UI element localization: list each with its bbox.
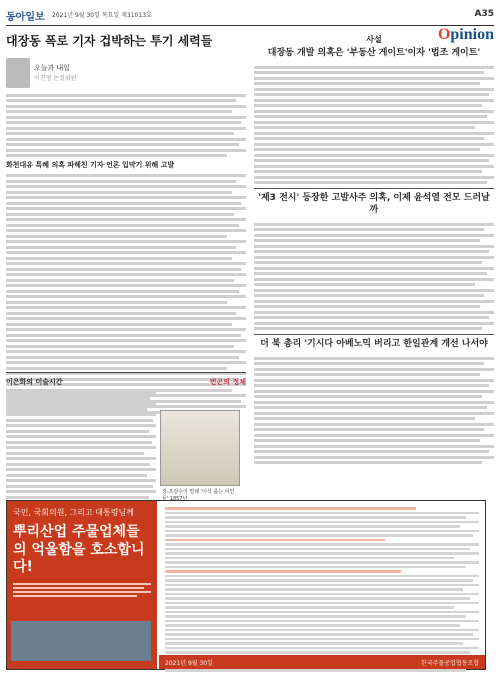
art-column-title: 이은화의 미술시간: [6, 378, 63, 386]
author-photo: [6, 58, 30, 88]
editorial-body-1: [254, 66, 494, 185]
ad-text-panel: [159, 501, 485, 669]
paper-name: 동아일보: [6, 12, 45, 23]
left-column: [6, 34, 246, 416]
editorial-body-3: [254, 357, 494, 465]
author-column-name: 오늘과 내일: [34, 64, 71, 73]
opinion-section-label: Opinion: [437, 26, 494, 43]
pull-quote: 화천대유 특혜 의혹 파헤친 기자 언론 입막기 위해 고발: [6, 161, 175, 170]
ad-text: [165, 507, 479, 672]
divider: [254, 188, 494, 189]
art-column-label: 빈곤의 정체: [209, 378, 246, 386]
editorial-title-3[interactable]: 더 북 총리 '기시다 아베노믹 버리고 한일관계 개선 나서야: [260, 339, 488, 350]
ad-headline: 뿌리산업 주물업체들의 억울함을 호소합니다!: [13, 524, 145, 575]
page-number: A35: [474, 9, 494, 19]
editorial-title-2[interactable]: '제3 전시' 등장한 고발사주 의혹, 이제 윤석열 전모 드러날까: [258, 193, 490, 215]
millet-painting-image: [160, 410, 240, 486]
date-line: 2021년 9월 30일 목요일 제31013호: [52, 12, 152, 19]
author-box: [6, 58, 246, 88]
editorial-title-1[interactable]: 대장동 개발 의혹은 '부동산 게이트'이자 '법조 게이트': [267, 48, 481, 58]
divider: [254, 334, 494, 335]
editorial-label: 사설: [366, 35, 382, 44]
painting-caption: 장-프랑수아 밀레 '이삭 줍는 여인들' 1857년: [162, 489, 235, 502]
ad-photo: [11, 621, 151, 661]
right-column: [254, 34, 494, 467]
left-body-text: [6, 94, 246, 158]
ad-subheading: 국민, 국회의원, 그리고 대통령님께: [13, 508, 134, 517]
ad-footer-date: 2021년 9월 30일: [165, 660, 213, 667]
masthead: [6, 4, 494, 26]
ad-red-panel: [7, 501, 157, 669]
left-headline[interactable]: 대장동 폭로 기자 겁박하는 투기 세력들: [6, 34, 213, 48]
editorial-body-2: [254, 223, 494, 331]
ad-footer-org: 한국주물공업협동조합: [421, 660, 479, 667]
advertisement[interactable]: [6, 500, 486, 670]
ad-footer: [159, 655, 485, 669]
ad-body: [13, 583, 151, 597]
art-column-body: [6, 391, 156, 499]
author-name: 이진영 논설위원: [34, 75, 77, 83]
